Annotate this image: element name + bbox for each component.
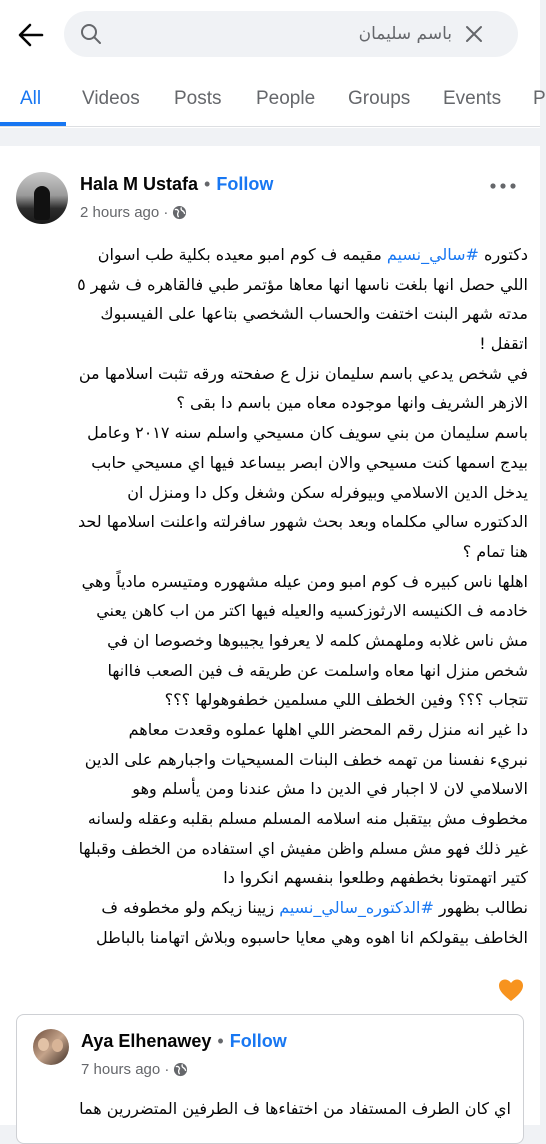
post-text-line: هنا تمام ؟ [462,541,528,561]
arrow-left-icon [16,20,46,50]
post-card [0,146,540,1125]
text-segment: زيينا زيكم ولو مخطوفه ف [101,898,280,918]
shared-post-text: اي كان الطرف المستفاد من اختفاءها ف الطرفين المتضررين هما [79,1099,511,1118]
text-segment: نطالب بظهور [433,898,528,918]
shared-post[interactable] [16,1014,524,1144]
post-text-line: في شخص يدعي باسم سليمان نزل ع صفحته ورقه تثبت اسلامها من [78,363,528,383]
post-meta [80,204,187,221]
search-input[interactable] [112,11,452,57]
tab-posts[interactable]: Posts [174,88,222,109]
globe-icon [172,205,187,220]
shared-follow-button[interactable]: Follow [229,1031,287,1051]
post-text-line: كتير اتهمتونا بخطفهم وطلعوا بنفسهم انكروا دا [223,868,528,888]
text-segment: مقيمه ف كوم امبو معيده بكلية طب اسوان [97,245,387,264]
tab-all[interactable]: All [20,88,42,109]
post-text-line: خادمه ف الكنيسه الارثوزكسيه والعيله فيها اكتر من اب كاهن يعني [96,601,528,621]
top-bar [0,0,540,68]
tab-people[interactable]: People [256,88,316,109]
separator-dot: • [217,1031,224,1051]
post-text-line: شخص منزل انها معاه واسلمت عن طريقه ف فين الصعب فاانها [107,660,528,680]
post-text-line: غير ذلك فهو مش مسلم واظن مفيش اي استفاده من الخطف وقبلها [78,838,528,858]
shared-author-avatar[interactable] [33,1029,69,1065]
separator-dot: • [204,174,211,194]
more-horizontal-icon[interactable] [488,180,518,192]
divider [0,126,540,127]
post-text-line: الدكتوره سالي مكلماه وبعد بحث شهور سافرلته واعلنت اسلامها لحد [78,512,528,532]
shared-post-timestamp[interactable]: 7 hours ago · [81,1061,170,1078]
post-text-line: نبريء نفسنا من تهمه خطف البنات المسيحيات واجبارهم على الدين [84,749,528,769]
tab-videos[interactable]: Videos [82,88,140,109]
post-text-line: الخاطف بيقولكم انا اهوه وهي معايا حاسبوه وبلاش اتهامنا بالباطل [96,927,528,947]
post-text-line: بيدج اسمها كنت مسيحي والان ابصر بيساعد فيها اي مسيحي حابب [91,452,528,472]
follow-button[interactable]: Follow [216,174,274,194]
post-text-line: باسم سليمان من بني سويف كان مسيحي واسلم سنه ٢٠١٧ وعامل [87,423,528,443]
search-icon [80,23,102,45]
post-text-line: مدته شهر البنت اختفت والحساب الشخصي بتاعها على الفيسبوك [100,304,528,324]
hashtag-link[interactable]: #سالي_نسيم [386,245,479,264]
text-segment: دكتوره [478,245,528,264]
globe-icon [173,1062,188,1077]
shared-author-name[interactable]: Aya Elhenawey [81,1031,212,1051]
post-text [12,240,528,953]
post-text-line: الازهر الشريف وانها موجوده معاه مين باسم دا بقى ؟ [176,393,528,413]
avatar[interactable] [16,172,68,224]
back-button[interactable] [14,18,48,52]
post-text-line: اهلها ناس كبيره ف كوم امبو ومن عيله مشهوره ومتيسره مادياً وهي [81,571,528,591]
author-name[interactable]: Hala M Ustafa [80,174,199,194]
post-text-line: يدخل الدين الاسلامي وبيوفرله سكن وشغل وكل دا ومنزل ان [127,482,528,502]
shared-post-meta [81,1061,188,1078]
hashtag-link[interactable]: #الدكتوره_سالي_نسيم [279,898,434,918]
tab-more[interactable]: P [533,88,546,109]
search-bar[interactable] [64,11,518,57]
post-text-line: اتقفل ! [479,334,528,354]
tab-events[interactable]: Events [443,88,502,109]
tab-groups[interactable]: Groups [348,88,411,109]
post-text-line: اللي حصل انها بلغت ناسها انها معاها مؤتمر طبي فالقاهره ف شهر ٥ [77,274,528,294]
post-text-line: مش ناس غلابه وملهمش كلمه لا يعرفوا يجيبوها وخصوصا ان في [107,630,528,650]
post-text-line [12,240,528,270]
post-timestamp[interactable]: 2 hours ago · [80,204,169,221]
shared-post-header [81,1031,287,1052]
search-filter-tabs [0,68,546,128]
post-text-line: مخطوف مش بيتقبل منه اسلامه المسلم مسلم بقلبه وعقله ولسانه [87,809,528,829]
post-header [80,174,273,195]
post-text-line: تتجاب ؟؟؟ وفين الخطف اللي مسلمين خطفوهولها ؟؟؟ [164,690,528,710]
post-text-line: الاسلامي لان لا اجبار في الدين دا مش عندنا ومن يأسلم وهو [132,779,528,799]
orange-heart-icon [498,978,524,1004]
post-text-line [12,893,528,923]
close-icon[interactable] [464,24,484,44]
post-text-line: دا غير انه منزل رقم المحضر اللي اهلها عملوه وقعدت معاهم [128,720,528,739]
